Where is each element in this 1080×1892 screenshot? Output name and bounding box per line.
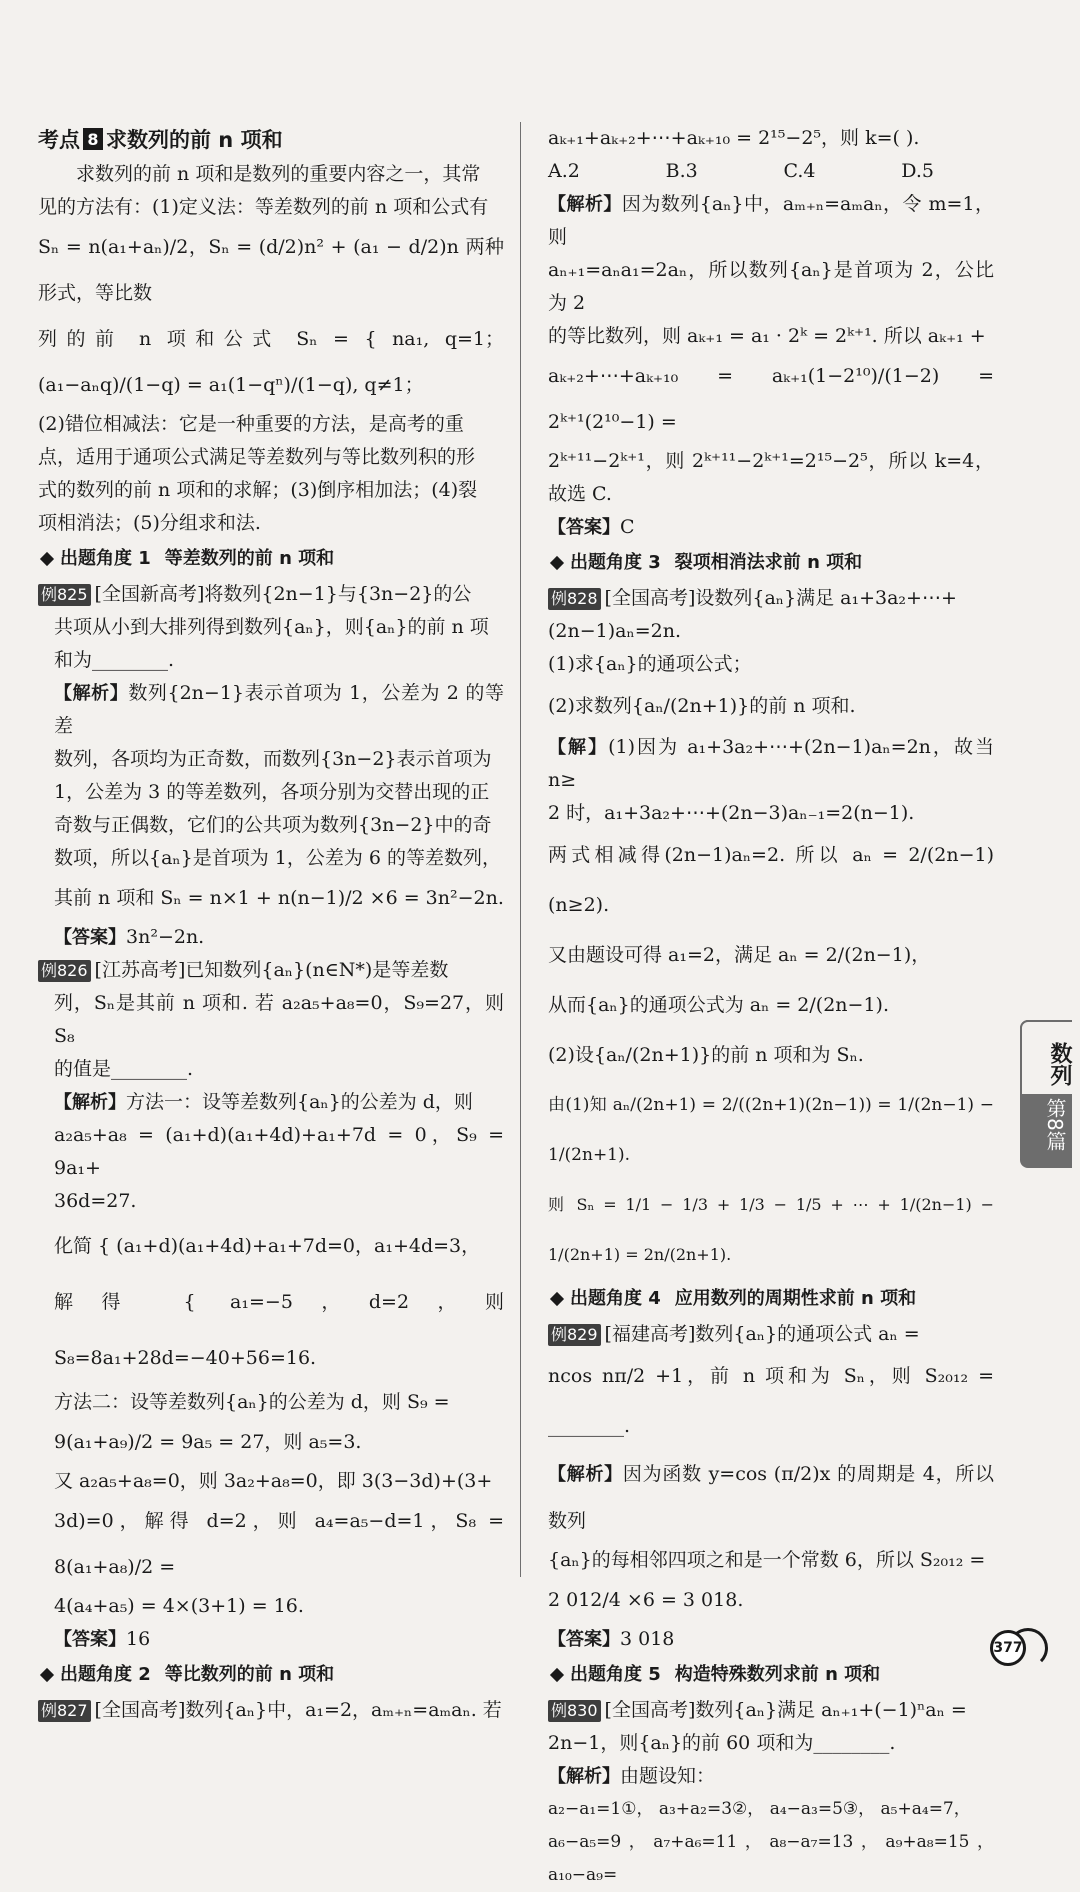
analysis-line: 数列，各项均为正奇数，而数列{3n−2}表示首项为 — [54, 748, 492, 770]
option-b: B.3 — [665, 160, 698, 182]
option-c: C.4 — [783, 160, 816, 182]
example-830-line: 2n−1，则{aₙ}的前 60 项和为________. — [548, 1732, 896, 1754]
diamond-icon — [40, 552, 54, 566]
example-827-line: aₖ₊₁+aₖ₊₂+⋯+aₖ₊₁₀ = 2¹⁵−2⁵，则 k=( ). — [548, 127, 920, 149]
example-tag: 例829 — [548, 1324, 601, 1346]
example-826-line: 列，Sₙ是其前 n 项和. 若 a₂a₅+a₈=0，S₉=27，则 S₈ — [54, 992, 504, 1047]
answer-line: 【答案】3n²−2n. — [54, 926, 205, 948]
analysis-line: a₆−a₅=9，a₇+a₆=11，a₈−a₇=13，a₉+a₈=15，a₁₀−a₉= — [548, 1832, 994, 1885]
diamond-icon — [550, 556, 564, 570]
chapter-side-tab — [1020, 1020, 1072, 1168]
answer-line: 【答案】16 — [54, 1628, 151, 1650]
answer-options — [548, 155, 994, 188]
intro-line: 求数列的前 n 项和是数列的重要内容之一，其常 — [76, 163, 481, 185]
angle-heading-4: 出题角度 4 应用数列的周期性求前 n 项和 — [548, 1282, 994, 1316]
example-828-line: (2n−1)aₙ=2n. — [548, 620, 681, 642]
analysis-line: 奇数与正偶数，它们的公共项为数列{3n−2}中的奇 — [54, 814, 492, 836]
solution-line: 2 时，a₁+3a₂+⋯+(2n−3)aₙ₋₁=2(n−1). — [548, 802, 915, 824]
page-number: 377 — [990, 1630, 1026, 1666]
analysis-line: 解得 { a₁=−5，d=2，则 S₈=8a₁+28d=−40+56=16. — [54, 1291, 504, 1369]
intro-line: 见的方法有：(1)定义法：等差数列的前 n 项和公式有 — [38, 196, 489, 218]
angle-heading-5: 出题角度 5 构造特殊数列求前 n 项和 — [548, 1658, 994, 1692]
analysis-line: 36d=27. — [54, 1190, 137, 1212]
analysis-line: 【解析】因为数列{aₙ}中，aₘ₊ₙ=aₘaₙ，令 m=1，则 — [548, 193, 995, 248]
section-heading — [38, 122, 504, 156]
analysis-line: 4(a₄+a₅) = 4×(3+1) = 16. — [54, 1595, 304, 1617]
diamond-icon — [550, 1292, 564, 1306]
intro-line: 式的数列的前 n 项和的求解；(3)倒序相加法；(4)裂 — [38, 479, 478, 501]
column-divider — [520, 122, 521, 1577]
example-826-line: 例826 [江苏高考]已知数列{aₙ}(n∈N*)是等差数 — [38, 954, 504, 987]
angle-heading-2: 出题角度 2 等比数列的前 n 项和 — [38, 1658, 504, 1692]
intro-line: 点，适用于通项公式满足等差数列与等比数列积的形 — [38, 446, 476, 468]
analysis-line: 【解析】方法一：设等差数列{aₙ}的公差为 d，则 — [54, 1091, 473, 1113]
example-828-line: 例828 [全国高考]设数列{aₙ}满足 a₁+3a₂+⋯+ — [548, 582, 994, 615]
analysis-line: {aₙ}的每相邻四项之和是一个常数 6，所以 S₂₀₁₂ = — [548, 1549, 986, 1571]
example-829-line: 例829 [福建高考]数列{aₙ}的通项公式 aₙ = — [548, 1318, 994, 1351]
analysis-line: 又 a₂a₅+a₈=0，则 3a₂+a₈=0，即 3(3−3d)+(3+ — [54, 1470, 493, 1492]
page-number-badge — [990, 1630, 1034, 1666]
section-title: 求数列的前 n 项和 — [106, 128, 283, 152]
analysis-line: 【解析】数列{2n−1}表示首项为 1，公差为 2 的等差 — [54, 682, 505, 737]
solution-line: 由(1)知 aₙ/(2n+1) = 2/((2n+1)(2n−1)) = 1/(2n−1) − 1/(2n+1). — [548, 1095, 994, 1165]
solution-line: 【解】(1)因为 a₁+3a₂+⋯+(2n−1)aₙ=2n，故当 n≥ — [548, 736, 994, 791]
side-tab-part: 第8篇 — [1043, 1098, 1067, 1151]
example-828-line: (2)求数列{aₙ/(2n+1)}的前 n 项和. — [548, 695, 856, 717]
analysis-line: 化简 { (a₁+d)(a₁+4d)+a₁+7d=0，a₁+4d=3， — [54, 1235, 481, 1257]
example-828-line: (1)求{aₙ}的通项公式； — [548, 653, 752, 675]
analysis-line: 【解析】因为函数 y=cos (π/2)x 的周期是 4，所以数列 — [548, 1463, 995, 1532]
analysis-line: 的等比数列，则 aₖ₊₁ = a₁ · 2ᵏ = 2ᵏ⁺¹. 所以 aₖ₊₁ + — [548, 325, 986, 347]
example-825-line: 共项从小到大排列得到数列{aₙ}，则{aₙ}的前 n 项 — [54, 616, 489, 638]
analysis-line: 数项，所以{aₙ}是首项为 1，公差为 6 的等差数列， — [54, 847, 502, 869]
example-tag: 例828 — [548, 588, 601, 610]
angle-heading-3: 出题角度 3 裂项相消法求前 n 项和 — [548, 546, 994, 580]
option-a: A.2 — [548, 160, 580, 182]
analysis-line: 2 012/4 ×6 = 3 018. — [548, 1589, 744, 1611]
right-column — [548, 122, 994, 1892]
intro-line: (2)错位相减法：它是一种重要的方法，是高考的重 — [38, 413, 464, 435]
analysis-line: a₂a₅+a₈ = (a₁+d)(a₁+4d)+a₁+7d = 0，S₉ = 9a₁+ — [54, 1124, 504, 1179]
example-829-line: ncos nπ/2 +1，前 n 项和为 Sₙ，则 S₂₀₁₂ = ________. — [548, 1365, 994, 1437]
analysis-line: 方法二：设等差数列{aₙ}的公差为 d，则 S₉ = — [54, 1391, 450, 1413]
analysis-line: 2ᵏ⁺¹¹−2ᵏ⁺¹，则 2ᵏ⁺¹¹−2ᵏ⁺¹=2¹⁵−2⁵，所以 k=4，故选 C. — [548, 450, 994, 505]
example-825-line: 例825 [全国新高考]将数列{2n−1}与{3n−2}的公 — [38, 578, 504, 611]
analysis-line: a₂−a₁=1①， a₃+a₂=3②， a₄−a₃=5③， a₅+a₄=7， — [548, 1799, 971, 1819]
side-tab-topic: 数列 — [1020, 1020, 1072, 1094]
analysis-line: 3d)=0，解得 d=2，则 a₄=a₅−d=1，S₈ = 8(a₁+a₈)/2 = — [54, 1510, 504, 1578]
solution-line: 从而{aₙ}的通项公式为 aₙ = 2/(2n−1). — [548, 994, 889, 1016]
section-number-badge: 8 — [83, 128, 103, 150]
analysis-line: 【解析】由题设知： — [548, 1765, 716, 1787]
example-827-line: 例827 [全国高考]数列{aₙ}中，a₁=2，aₘ₊ₙ=aₘaₙ. 若 — [38, 1694, 504, 1727]
intro-line: 项相消法；(5)分组求和法. — [38, 512, 261, 534]
angle-heading-1: 出题角度 1 等差数列的前 n 项和 — [38, 542, 504, 576]
option-d: D.5 — [901, 160, 934, 182]
answer-line: 【答案】C — [548, 516, 635, 538]
intro-line: Sₙ = n(a₁+aₙ)/2，Sₙ = (d/2)n² + (a₁ − d/2)n 两种形式，等比数 — [38, 236, 504, 304]
answer-line: 【答案】3 018 — [548, 1628, 675, 1650]
analysis-line: aₙ₊₁=aₙa₁=2aₙ，所以数列{aₙ}是首项为 2，公比为 2 — [548, 259, 994, 314]
analysis-line: 其前 n 项和 Sₙ = n×1 + n(n−1)/2 ×6 = 3n²−2n. — [54, 887, 504, 909]
section-prefix: 考点 — [38, 128, 80, 152]
example-830-line: 例830 [全国高考]数列{aₙ}满足 aₙ₊₁+(−1)ⁿaₙ = — [548, 1694, 994, 1727]
example-tag: 例825 — [38, 584, 91, 606]
example-tag: 例826 — [38, 960, 91, 982]
left-column — [38, 122, 504, 1727]
solution-line: 两式相减得(2n−1)aₙ=2. 所以 aₙ = 2/(2n−1) (n≥2). — [548, 844, 994, 916]
analysis-line: aₖ₊₂+⋯+aₖ₊₁₀ = aₖ₊₁(1−2¹⁰)/(1−2) = 2ᵏ⁺¹(2¹⁰−1) = — [548, 365, 994, 433]
example-tag: 例830 — [548, 1700, 601, 1722]
analysis-line: 1，公差为 3 的等差数列，各项分别为交替出现的正 — [54, 781, 490, 803]
example-826-line: 的值是________. — [54, 1058, 194, 1080]
solution-line: 则 Sₙ = 1/1 − 1/3 + 1/3 − 1/5 + ⋯ + 1/(2n−1) − 1/(2n+1) = 2n/(2n+1). — [548, 1195, 994, 1264]
analysis-line: 9(a₁+a₉)/2 = 9a₅ = 27，则 a₅=3. — [54, 1431, 362, 1453]
example-tag: 例827 — [38, 1700, 91, 1722]
solution-line: 又由题设可得 a₁=2，满足 aₙ = 2/(2n−1)， — [548, 944, 931, 966]
example-825-line: 和为________. — [54, 649, 175, 671]
solution-line: (2)设{aₙ/(2n+1)}的前 n 项和为 Sₙ. — [548, 1044, 864, 1066]
intro-line: 列的前 n 项和公式 Sₙ = { na₁, q=1；(a₁−aₙq)/(1−q) = a₁(1−qⁿ)/(1−q), q≠1； — [38, 328, 504, 396]
